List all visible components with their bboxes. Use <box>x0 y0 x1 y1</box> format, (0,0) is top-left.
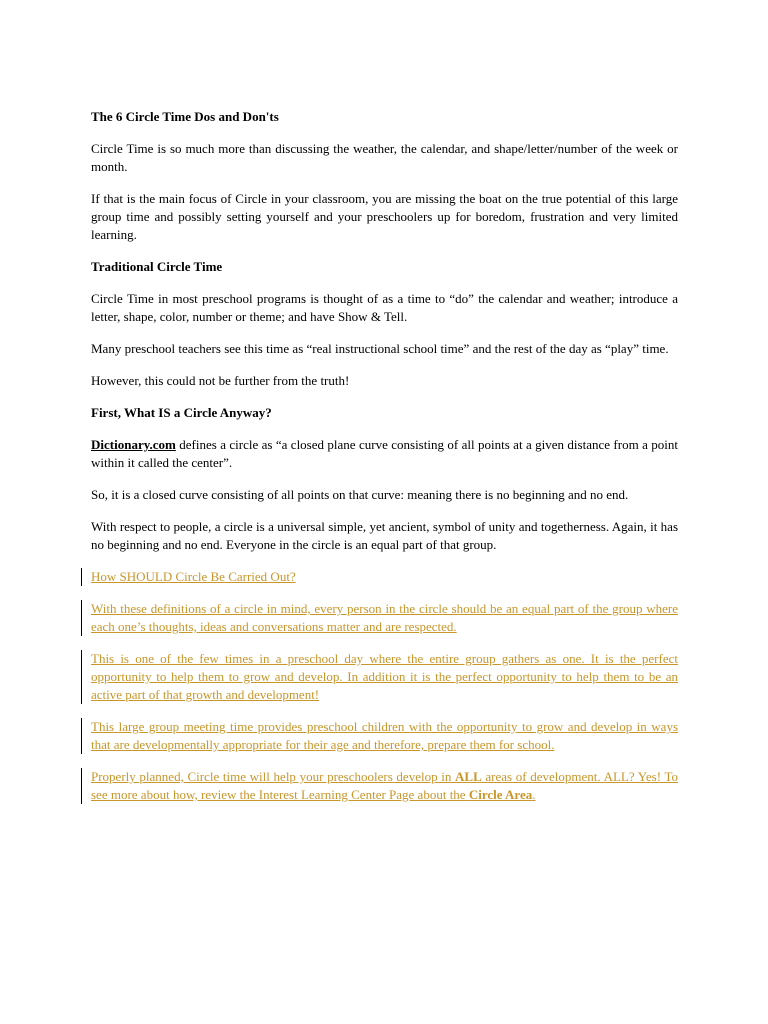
how-p4-part-a: Properly planned, Circle time will help your preschoolers develop in <box>91 769 456 784</box>
how-paragraph-1: With these definitions of a circle in mind, every person in the circle should be an equal part of the group where each one’s thoughts, ideas and conversations matter and are respected. <box>91 601 678 634</box>
what-is-paragraph-3: With respect to people, a circle is a universal simple, yet ancient, symbol of unity and togetherness. Again, it has no beginning and no end. Everyone in the circle is an equal part of that group. <box>91 519 678 552</box>
how-p4-part-c: areas of development. ALL? Yes! To see more about how, review the Interest Learning Center Page about the <box>91 769 678 802</box>
how-paragraph-3: This large group meeting time provides preschool children with the opportunity to grow and develop in ways that are developmentally appropriate for their age and therefore, prepare them for school. <box>91 719 678 752</box>
circle-area-link[interactable]: Circle Area <box>468 787 533 802</box>
what-is-heading: First, What IS a Circle Anyway? <box>91 405 272 420</box>
document-title: The 6 Circle Time Dos and Don'ts <box>91 109 279 124</box>
traditional-paragraph-2: Many preschool teachers see this time as “real instructional school time” and the rest of the day as “play” time. <box>91 341 669 356</box>
how-heading: How SHOULD Circle Be Carried Out? <box>91 568 678 586</box>
traditional-heading: Traditional Circle Time <box>91 259 223 274</box>
how-p4-all: ALL <box>455 769 482 784</box>
traditional-paragraph-1: Circle Time in most preschool programs is thought of as a time to “do” the calendar and weather; introduce a letter, shape, color, number or theme; and have Show & Tell. <box>91 291 678 324</box>
intro-paragraph-2: If that is the main focus of Circle in your classroom, you are missing the boat on the true potential of this large group time and possibly setting yourself and your preschoolers up for boredom, frustration and very limited learning. <box>91 191 678 242</box>
definition-paragraph <box>91 436 678 472</box>
what-is-paragraph-2: So, it is a closed curve consisting of all points on that curve: meaning there is no beginning and no end. <box>91 487 629 502</box>
intro-paragraph-1: Circle Time is so much more than discussing the weather, the calendar, and shape/letter/number of the week or month. <box>91 141 678 174</box>
how-paragraph-2: This is one of the few times in a preschool day where the entire group gathers as one. It is the perfect opportunity to help them to grow and develop. In addition it is the perfect opportunity to help them to be an active part of that growth and development! <box>91 651 678 702</box>
definition-text: defines a circle as “a closed plane curve consisting of all points at a given distance from a point within it called the center”. <box>91 437 678 470</box>
how-paragraph-4 <box>91 768 678 804</box>
traditional-paragraph-3: However, this could not be further from the truth! <box>91 373 350 388</box>
dictionary-link[interactable]: Dictionary.com <box>91 437 176 452</box>
how-p4-part-e: . <box>532 787 536 802</box>
